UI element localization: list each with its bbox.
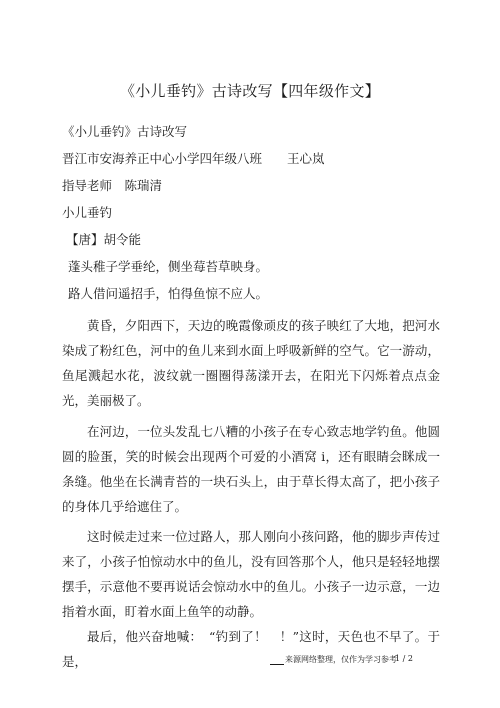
footer-note [270,654,397,665]
paragraph-4: 最后，他兴奋地喊： “钓到了！ ！”这时，天色也不早了。于是， [62,629,440,669]
document-title: 《小儿垂钓》古诗改写【四年级作文】 [119,82,381,100]
author-line: 晋江市安海养正中心小学四年级八班 王心岚 [62,151,325,166]
poem-author: 【唐】胡令能 [66,232,142,247]
poem-line-1: 蓬头稚子学垂纶，侧坐莓苔草映身。 [68,259,269,274]
paragraph-3: 这时候走过来一位过路人，那人刚向小孩问路，他的脚步声传过来了，小孩子怕惊动水中的鱼儿，没有回答那个人，他只是轻轻地摆摆手，示意他不要再说话会惊动水中的鱼儿。小孩子一边示意，一边指着水面，盯着水面上鱼竿的动静。 [62,529,440,619]
footer-source-note: 来源网络整理，仅作为学习参考 [285,655,397,664]
essay-subtitle: 《小儿垂钓》古诗改写 [62,124,188,139]
teacher-line: 指导老师 陈瑞清 [62,178,163,193]
poem-title: 小儿垂钓 [62,205,113,220]
paragraph-2: 在河边，一位头发乱七八糟的小孩子在专心致志地学钓鱼。他圆圆的脸蛋，笑的时候会出现两个可爱的小酒窝 i，还有眼睛会眯成一条缝。他坐在长满青苔的一块石头上，由于草长得太高了，把小孩子的身体几乎给遮住了。 [62,424,440,514]
poem-line-2: 路人借问遥招手，怕得鱼惊不应人。 [68,286,269,301]
footer-rule [270,664,284,665]
paragraph-1: 黄昏，夕阳西下，天边的晚霞像顽皮的孩子映红了大地，把河水染成了粉红色，河中的鱼儿来到水面上呼吸新鲜的空气。它一游动，鱼尾溅起水花，波纹就一圈圈得荡漾开去，在阳光下闪烁着点点金光，美丽极了。 [62,318,440,408]
page-number: 1 / 2 [395,654,413,663]
